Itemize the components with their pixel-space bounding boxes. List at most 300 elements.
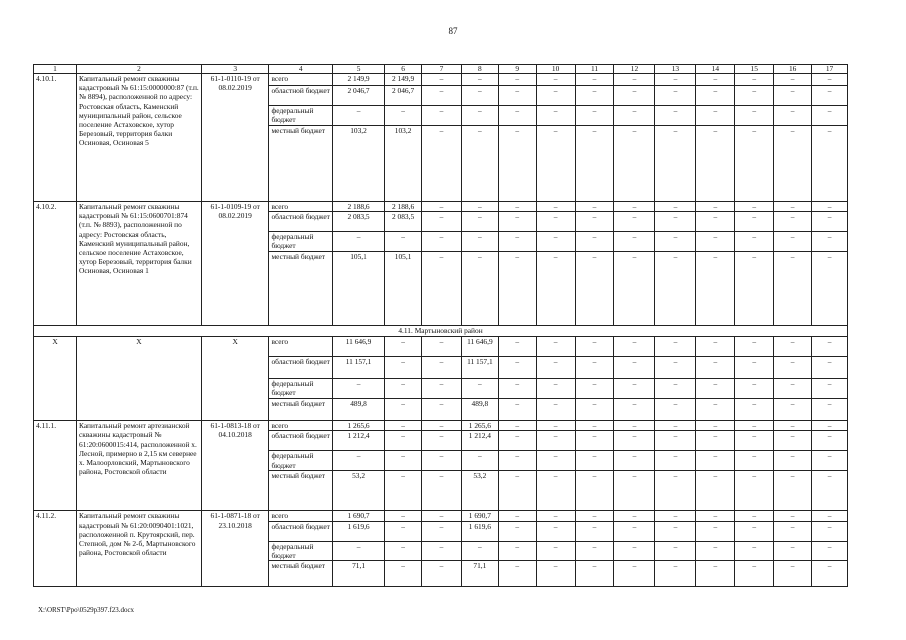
amount-cell: – [655,86,696,106]
amount-cell: – [812,337,848,357]
amount-cell: – [655,337,696,357]
amount-cell: – [774,399,812,421]
amount-cell: – [735,337,774,357]
amount-cell: – [422,202,462,212]
amount-cell: – [614,431,655,451]
amount-cell: 2 149,9 [332,74,384,86]
amount-cell: – [536,399,575,421]
budget-type: областной бюджет [269,357,332,379]
amount-cell: – [385,521,422,541]
amount-cell: – [812,399,848,421]
amount-cell: – [461,379,498,399]
amount-cell: 11 157,1 [332,357,384,379]
amount-cell: – [422,421,462,431]
amount-cell: 53,2 [332,471,384,511]
amount-cell: – [575,541,614,560]
amount-cell: – [575,86,614,106]
column-number: 12 [614,65,655,74]
column-number: 11 [575,65,614,74]
amount-cell: – [614,232,655,252]
amount-cell: – [655,252,696,326]
amount-cell: – [575,337,614,357]
column-number: 6 [385,65,422,74]
amount-cell: – [422,451,462,471]
amount-cell: – [498,202,536,212]
budget-type: областной бюджет [269,521,332,541]
amount-cell: – [385,451,422,471]
amount-cell: – [696,337,735,357]
amount-cell: – [575,421,614,431]
item-code: 4.11.2. [34,511,77,587]
amount-cell: 11 646,9 [461,337,498,357]
amount-cell: – [774,106,812,126]
amount-cell: – [614,379,655,399]
amount-cell: – [735,202,774,212]
amount-cell: – [735,86,774,106]
amount-cell: – [536,451,575,471]
column-number: 4 [269,65,332,74]
amount-cell: 2 046,7 [385,86,422,106]
amount-cell: – [655,421,696,431]
amount-cell: – [812,252,848,326]
amount-cell: – [696,74,735,86]
column-number: 2 [77,65,202,74]
amount-cell: – [385,431,422,451]
amount-cell: – [655,399,696,421]
amount-cell: – [735,212,774,232]
amount-cell: – [696,431,735,451]
amount-cell: 2 149,9 [385,74,422,86]
amount-cell: – [536,106,575,126]
column-number: 16 [774,65,812,74]
amount-cell: – [575,212,614,232]
amount-cell: – [735,126,774,202]
amount-cell: – [812,86,848,106]
amount-cell: – [536,471,575,511]
amount-cell: – [575,561,614,587]
amount-cell: – [422,337,462,357]
amount-cell: 1 619,6 [332,521,384,541]
amount-cell: – [498,421,536,431]
amount-cell: – [614,86,655,106]
amount-cell: 2 188,6 [385,202,422,212]
column-number: 17 [812,65,848,74]
amount-cell: – [655,212,696,232]
amount-cell: – [696,357,735,379]
file-path-footer: X:\ORST\Ppo\0529p397.f23.docx [38,606,135,614]
amount-cell: – [774,86,812,106]
amount-cell: 2 083,5 [332,212,384,232]
amount-cell: – [735,511,774,521]
amount-cell: – [461,126,498,202]
amount-cell: – [332,451,384,471]
amount-cell: – [536,541,575,560]
amount-cell: – [735,561,774,587]
amount-cell: – [655,232,696,252]
column-number: 5 [332,65,384,74]
item-code: 4.10.2. [34,202,77,326]
budget-type: областной бюджет [269,212,332,232]
amount-cell: – [385,337,422,357]
amount-cell: – [774,74,812,86]
amount-cell: – [655,379,696,399]
amount-cell: 1 265,6 [332,421,384,431]
amount-cell: – [812,106,848,126]
amount-cell: – [696,252,735,326]
amount-cell: – [385,511,422,521]
amount-cell: – [774,202,812,212]
amount-cell: – [696,471,735,511]
amount-cell: – [655,431,696,451]
amount-cell: 1 265,6 [461,421,498,431]
amount-cell: – [422,471,462,511]
amount-cell: – [774,337,812,357]
amount-cell: – [774,431,812,451]
amount-cell: – [735,521,774,541]
amount-cell: – [385,379,422,399]
registration-number: 61-1-0109-19 от 08.02.2019 [201,202,269,326]
amount-cell: – [422,521,462,541]
amount-cell: – [655,451,696,471]
budget-type: областной бюджет [269,86,332,106]
registration-number: 61-1-0813-18 от 04.10.2018 [201,421,269,511]
amount-cell: – [385,357,422,379]
budget-type: всего [269,511,332,521]
amount-cell: – [696,541,735,560]
amount-cell: – [812,561,848,587]
amount-cell: – [735,252,774,326]
amount-cell: – [536,511,575,521]
amount-cell: – [498,74,536,86]
amount-cell: – [735,357,774,379]
item-description: Капитальный ремонт скважины кадастровый № 61:20:0090401:1021, расположенной п. Крутоярский, пер. Степной, дом № 2-б, Мартыновского района, Ростовской области [77,511,202,587]
amount-cell: – [696,421,735,431]
amount-cell: – [422,431,462,451]
amount-cell: – [735,232,774,252]
amount-cell: 2 046,7 [332,86,384,106]
amount-cell: – [774,521,812,541]
amount-cell: – [575,379,614,399]
amount-cell: – [498,399,536,421]
amount-cell: 105,1 [385,252,422,326]
amount-cell: – [655,471,696,511]
page-number: 87 [448,26,458,36]
amount-cell: – [614,471,655,511]
amount-cell: – [812,541,848,560]
table-row [34,421,848,431]
amount-cell: – [498,379,536,399]
section-title: 4.11. Мартыновский район [34,326,848,337]
amount-cell: – [696,521,735,541]
table-row [34,74,848,86]
amount-cell: – [422,511,462,521]
amount-cell: – [575,252,614,326]
registration-number: 61-1-0110-19 от 08.02.2019 [201,74,269,202]
amount-cell: – [536,74,575,86]
item-description: Капитальный ремонт скважины кадастровый № 61:15:0600701:874 (т.п. № 8893), расположенной по адресу: Ростовская область, Каменский муниципальный район, сельское поселение Астаховское, хутор Березовый, территория балки Осиновая, Осиновая 1 [77,202,202,326]
amount-cell: – [422,74,462,86]
amount-cell: – [498,126,536,202]
amount-cell: – [422,357,462,379]
amount-cell: – [696,212,735,232]
amount-cell: – [774,421,812,431]
item-code: 4.11.1. [34,421,77,511]
amount-cell: – [385,541,422,560]
column-number: 7 [422,65,462,74]
amount-cell: – [461,86,498,106]
budget-table [33,64,848,587]
amount-cell: – [774,471,812,511]
amount-cell: 53,2 [461,471,498,511]
amount-cell: – [655,202,696,212]
amount-cell: – [422,212,462,232]
amount-cell: – [422,541,462,560]
amount-cell: 1 690,7 [332,511,384,521]
amount-cell: – [774,451,812,471]
amount-cell: 105,1 [332,252,384,326]
amount-cell: – [774,379,812,399]
amount-cell: – [655,357,696,379]
amount-cell: – [655,74,696,86]
budget-type: всего [269,74,332,86]
amount-cell: – [735,471,774,511]
column-number-row [34,65,848,74]
column-number: 8 [461,65,498,74]
amount-cell: – [774,126,812,202]
amount-cell: – [461,74,498,86]
amount-cell: – [575,451,614,471]
amount-cell: – [422,86,462,106]
budget-type: федеральный бюджет [269,451,332,471]
amount-cell: – [385,471,422,511]
amount-cell: – [332,379,384,399]
amount-cell: – [422,232,462,252]
amount-cell: – [575,357,614,379]
amount-cell: – [774,252,812,326]
budget-type: федеральный бюджет [269,106,332,126]
budget-type: местный бюджет [269,126,332,202]
amount-cell: – [812,521,848,541]
budget-type: местный бюджет [269,561,332,587]
budget-type: местный бюджет [269,471,332,511]
amount-cell: – [696,86,735,106]
amount-cell: – [696,202,735,212]
amount-cell: – [812,232,848,252]
amount-cell: – [422,252,462,326]
amount-cell: – [461,451,498,471]
budget-type: всего [269,421,332,431]
amount-cell: – [812,451,848,471]
amount-cell: – [774,357,812,379]
amount-cell: – [774,561,812,587]
amount-cell: – [655,511,696,521]
amount-cell: – [614,511,655,521]
amount-cell: – [812,421,848,431]
amount-cell: – [536,521,575,541]
amount-cell: – [536,202,575,212]
amount-cell: – [735,106,774,126]
amount-cell: – [575,521,614,541]
amount-cell: – [536,357,575,379]
registration-number: 61-1-0871-18 от 23.10.2018 [201,511,269,587]
amount-cell: – [655,541,696,560]
budget-type: федеральный бюджет [269,379,332,399]
amount-cell: 2 188,6 [332,202,384,212]
registration-number: Х [201,337,269,421]
amount-cell: – [614,541,655,560]
amount-cell: – [498,337,536,357]
item-description: Капитальный ремонт скважины кадастровый № 61:15:0000000:87 (т.п. № 8894), расположенной по адресу: Ростовская область, Каменский муниципальный район, сельское поселение Астаховское, хутор Березовый, территория балки Осиновая, Осиновая 5 [77,74,202,202]
amount-cell: – [536,252,575,326]
amount-cell: 1 212,4 [461,431,498,451]
amount-cell: – [614,126,655,202]
amount-cell: – [735,541,774,560]
amount-cell: – [332,541,384,560]
amount-cell: 71,1 [332,561,384,587]
amount-cell: – [461,202,498,212]
budget-type: местный бюджет [269,399,332,421]
amount-cell: – [575,126,614,202]
table-row [34,337,848,357]
amount-cell: 103,2 [332,126,384,202]
amount-cell: – [536,379,575,399]
table-row [34,511,848,521]
budget-type: областной бюджет [269,431,332,451]
amount-cell: – [498,471,536,511]
amount-cell: – [735,399,774,421]
amount-cell: – [422,399,462,421]
amount-cell: – [385,399,422,421]
amount-cell: – [422,379,462,399]
amount-cell: – [536,421,575,431]
amount-cell: – [498,541,536,560]
amount-cell: 71,1 [461,561,498,587]
amount-cell: – [385,232,422,252]
amount-cell: – [812,471,848,511]
amount-cell: – [614,212,655,232]
amount-cell: – [536,232,575,252]
amount-cell: – [696,451,735,471]
column-number: 3 [201,65,269,74]
amount-cell: – [774,541,812,560]
amount-cell: – [422,106,462,126]
amount-cell: – [655,561,696,587]
item-description: Х [77,337,202,421]
amount-cell: – [812,379,848,399]
amount-cell: – [536,431,575,451]
column-number: 1 [34,65,77,74]
amount-cell: – [812,202,848,212]
column-number: 15 [735,65,774,74]
amount-cell: – [812,74,848,86]
amount-cell: – [498,212,536,232]
amount-cell: – [498,232,536,252]
amount-cell: – [735,379,774,399]
amount-cell: – [735,74,774,86]
item-description: Капитальный ремонт артезианской скважины кадастровый № 61:20:0600015:414, расположенной х. Лесной, примерно в 2,15 км севернее х. Малоорловский, Мартыновского района, Ростовской области [77,421,202,511]
amount-cell: 489,8 [461,399,498,421]
amount-cell: – [812,511,848,521]
column-number: 9 [498,65,536,74]
amount-cell: – [614,399,655,421]
amount-cell: – [696,511,735,521]
amount-cell: – [575,232,614,252]
amount-cell: – [614,252,655,326]
amount-cell: – [575,399,614,421]
amount-cell: – [461,252,498,326]
amount-cell: – [385,106,422,126]
amount-cell: – [614,521,655,541]
amount-cell: – [696,561,735,587]
amount-cell: – [498,511,536,521]
item-code: Х [34,337,77,421]
amount-cell: – [614,421,655,431]
amount-cell: – [498,252,536,326]
budget-type: местный бюджет [269,252,332,326]
amount-cell: – [498,451,536,471]
amount-cell: – [422,561,462,587]
amount-cell: 2 083,5 [385,212,422,232]
amount-cell: – [575,471,614,511]
amount-cell: – [461,541,498,560]
column-number: 10 [536,65,575,74]
amount-cell: – [696,106,735,126]
amount-cell: – [614,561,655,587]
amount-cell: – [655,126,696,202]
amount-cell: – [498,106,536,126]
amount-cell: – [536,126,575,202]
amount-cell: – [498,561,536,587]
table-row [34,202,848,212]
amount-cell: – [812,357,848,379]
amount-cell: – [696,379,735,399]
amount-cell: – [655,106,696,126]
column-number: 13 [655,65,696,74]
amount-cell: – [385,561,422,587]
amount-cell: – [422,126,462,202]
amount-cell: – [575,202,614,212]
amount-cell: – [696,126,735,202]
amount-cell: 1 619,6 [461,521,498,541]
item-code: 4.10.1. [34,74,77,202]
amount-cell: – [332,232,384,252]
amount-cell: – [735,451,774,471]
amount-cell: 489,8 [332,399,384,421]
budget-type: всего [269,337,332,357]
amount-cell: – [536,86,575,106]
amount-cell: – [461,212,498,232]
amount-cell: – [614,357,655,379]
amount-cell: – [575,74,614,86]
amount-cell: – [536,561,575,587]
amount-cell: – [735,421,774,431]
amount-cell: – [575,106,614,126]
amount-cell: – [536,212,575,232]
amount-cell: – [614,202,655,212]
amount-cell: – [812,126,848,202]
budget-type: федеральный бюджет [269,541,332,560]
section-header-row [34,326,848,337]
amount-cell: – [332,106,384,126]
amount-cell: – [385,421,422,431]
amount-cell: – [498,431,536,451]
amount-cell: – [614,337,655,357]
amount-cell: – [614,106,655,126]
amount-cell: – [735,431,774,451]
amount-cell: – [774,212,812,232]
column-number: 14 [696,65,735,74]
budget-type: всего [269,202,332,212]
